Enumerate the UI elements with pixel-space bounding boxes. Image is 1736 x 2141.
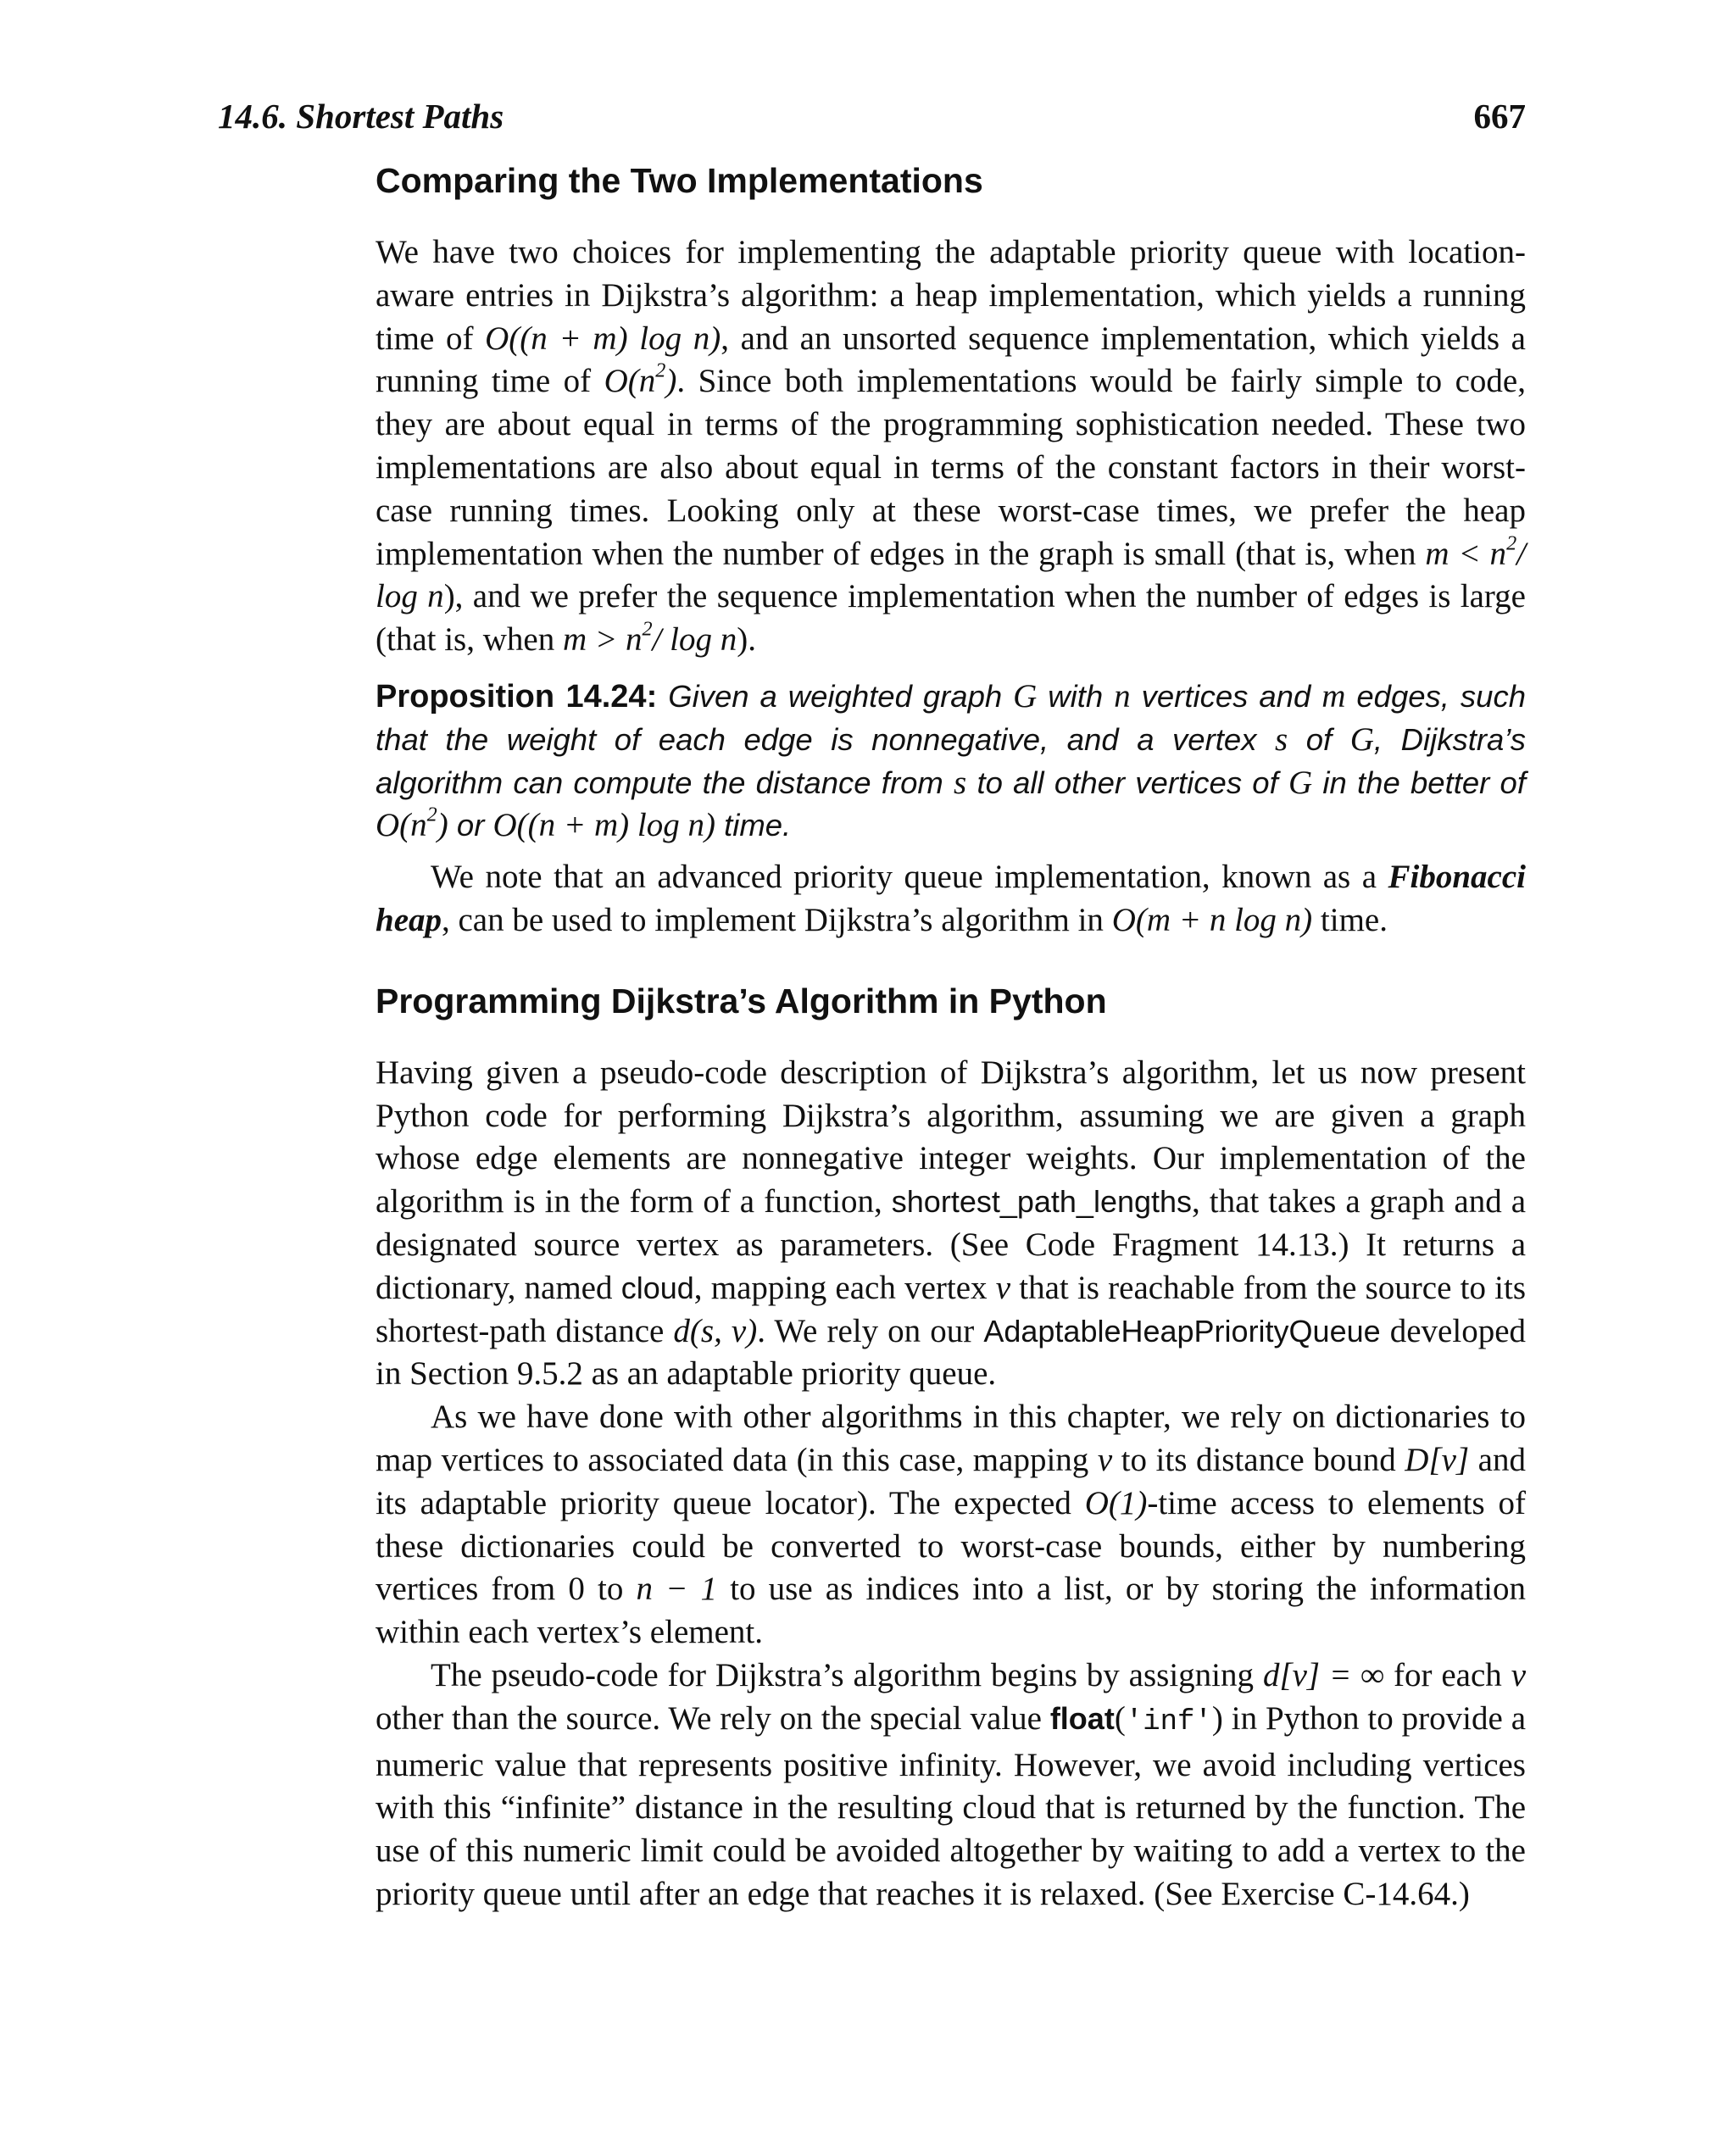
paragraph-comparison: We have two choices for implementing the adaptable priority queue with location-aware entries in Dijkstra’s algorithm: a heap implementation, which yields a running time of O((n + m) log n), and an unsorted sequence implementation, which yields a running time of $O(n^2)$. Since both implementations would be fairly simple to code, they are about equal in terms of the programming sophistication needed. These two implementations are also about equal in terms of the constant factors in their worst-case running times. Looking only at these worst-case times, we prefer the heap implementation when the number of edges in the graph is small (that is, when $m < n^2/$ log n), and we prefer the sequence implementation when the number of edges is large (that is, when $m > n^2/$ log n). xyxy=(376,234,1526,659)
proposition-body: Given a weighted graph G with n vertices and m edges, such that the weight of each edge is nonnegative, and a vertex s of G, Dijkstra’s algorithm can compute the distance from s to all other vertices of G in the better of $O(n^2)$ or O((n + m) log n) time. xyxy=(376,677,1527,844)
formula-fibonacci-time: O(m + n log n) xyxy=(1111,901,1313,938)
running-head-title: 14.6. Shortest Paths xyxy=(218,97,504,136)
paragraph-infinity: The pseudo-code for Dijkstra’s algorithm begins by assigning d[v] = ∞ for each v other than the source. We rely on the special value float('inf') in Python to provide a numeric value that represents positive infinity. However, we avoid including vertices with this “infinite” distance in the resulting cloud that is returned by the function. The use of this numeric limit could be avoided altogether by waiting to add a vertex to the priority queue until after an edge that reaches it is relaxed. (See Exercise C-14.64.) xyxy=(376,1656,1527,1912)
proposition-label: Proposition 14.24: xyxy=(376,678,658,715)
section-heading-comparing: Comparing the Two Implementations xyxy=(376,161,983,200)
formula-heap-time: O((n + m) log n) xyxy=(485,320,721,357)
code-shortest-path-lengths: shortest_path_lengths xyxy=(891,1184,1193,1220)
formula-large-edges: $m > n^2/$ log n xyxy=(562,617,737,659)
proposition-14-24 xyxy=(376,676,1526,848)
code-cloud: cloud xyxy=(620,1270,694,1305)
paragraph-python-intro: Having given a pseudo-code description of Dijkstra’s algorithm, let us now present Python code for performing Dijkstra’s algorithm, assuming we are given a graph whose edge elements are nonnegative integer weights. Our implementation of the algorithm is in the form of a function, shortest_path_lengths, that takes a graph and a designated source vertex as parameters. (See Code Fragment 14.13.) It returns a dictionary, named cloud, mapping each vertex v that is reachable from the source to its shortest-path distance d(s, v). We rely on our AdaptableHeapPriorityQueue developed in Section 9.5.2 as an adaptable priority queue. xyxy=(376,1054,1527,1393)
paragraph-dictionaries: As we have done with other algorithms in this chapter, we rely on dictionaries to map vertices to associated data (in this case, mapping v to its distance bound D[v] and its adaptable priority queue locator). The expected O(1)-time access to elements of these dictionaries could be converted to worst-case bounds, either by numbering vertices from 0 to n − 1 to use as indices into a list, or by storing the information within each vertex’s element. xyxy=(376,1399,1526,1651)
page-number: 667 xyxy=(1473,97,1526,136)
running-head xyxy=(218,96,1526,136)
paragraph-fibonacci: We note that an advanced priority queue implementation, known as a Fibonacci heap, can be used to implement Dijkstra’s algorithm in O(m + n log n) time. xyxy=(376,859,1526,938)
section-heading-python: Programming Dijkstra’s Algorithm in Python xyxy=(376,981,1107,1020)
formula-small-edges: $m < n^2/$ log n xyxy=(376,531,1526,615)
formula-infinity: d[v] = ∞ xyxy=(1262,1656,1385,1693)
formula-sequence-time: $O(n^2)$ xyxy=(604,359,677,400)
code-adaptable-heap-pq: AdaptableHeapPriorityQueue xyxy=(983,1313,1381,1349)
main-content xyxy=(376,161,1526,1916)
code-float-inf: float('inf') xyxy=(1049,1699,1223,1738)
term-fibonacci-heap: Fibonacci heap xyxy=(376,859,1526,938)
formula-distance: d(s, v) xyxy=(673,1312,758,1349)
